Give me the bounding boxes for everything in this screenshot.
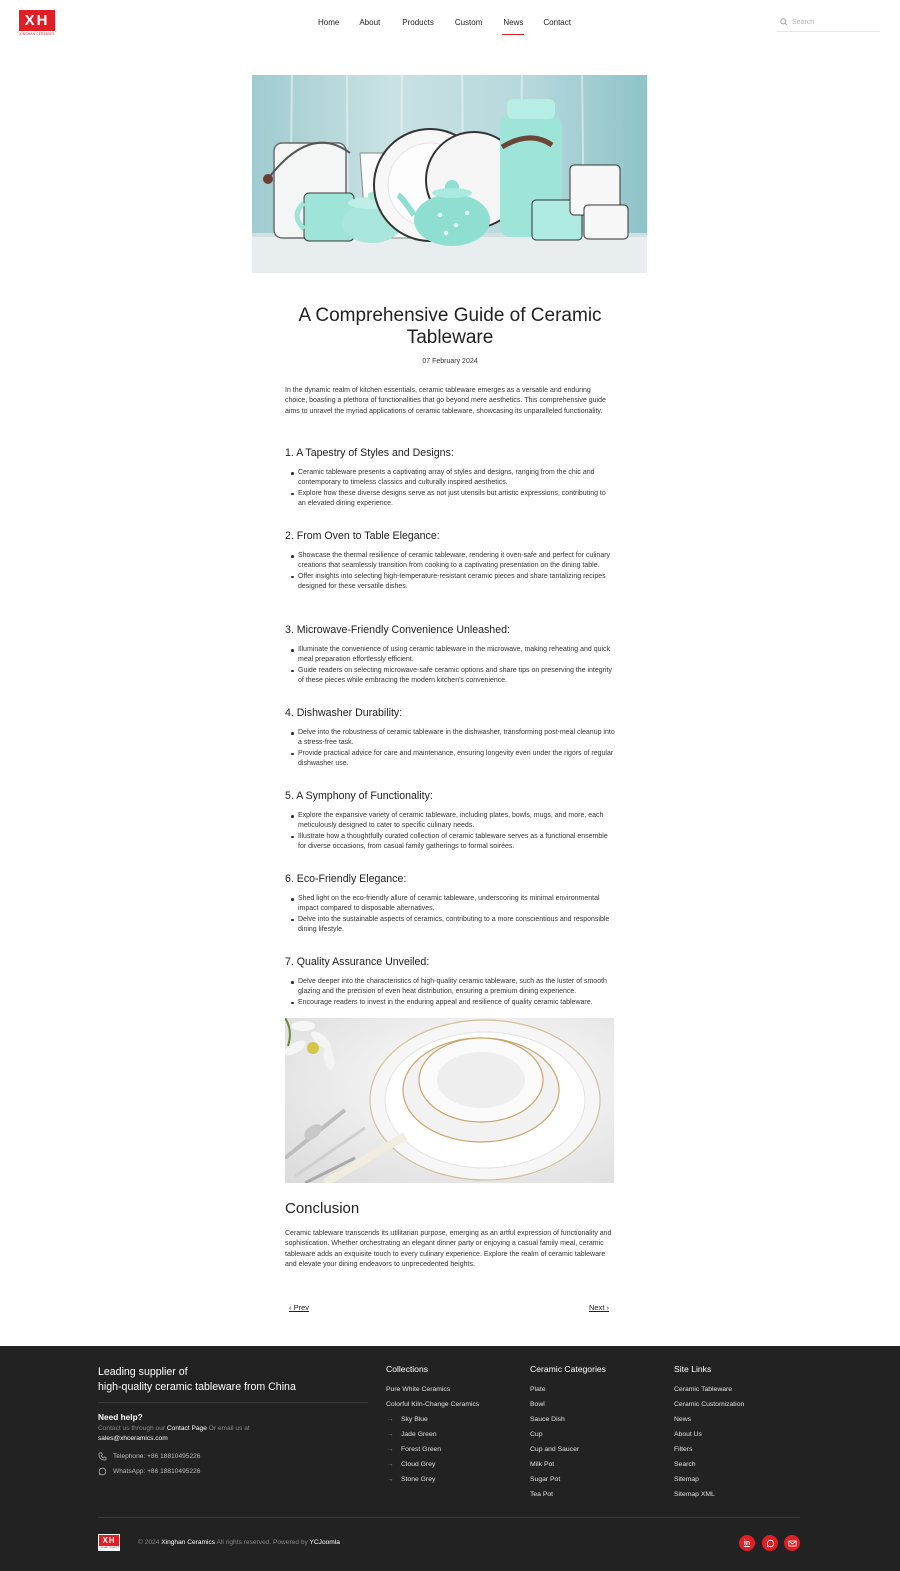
bullet-item: Explore how these diverse designs serve as not just utensils but artistic expressions, contributing to an elevated dining experience. xyxy=(285,489,615,510)
powered-by-link[interactable]: YCJoomla xyxy=(309,1539,340,1546)
footer-logo-subtext: XINGHAN CERAMICS xyxy=(99,1547,120,1549)
help-pre: Contact us through our xyxy=(98,1425,167,1432)
hero-image xyxy=(252,75,647,273)
collection-sublink[interactable] xyxy=(386,1442,479,1457)
footer-site-links xyxy=(674,1364,744,1502)
whatsapp-icon xyxy=(98,1467,107,1476)
next-label: Next xyxy=(589,1303,605,1312)
help-title: Need help? xyxy=(98,1412,143,1422)
site-link[interactable]: Sitemap XML xyxy=(674,1491,715,1498)
collection-link[interactable]: Colorful Kiln-Change Ceramics xyxy=(386,1401,480,1408)
bullet-item: Delve into the sustainable aspects of ceramics, contributing to a more conscientious and responsible dining lifestyle. xyxy=(285,915,615,936)
footer-lead-line1: Leading supplier of xyxy=(98,1366,188,1378)
phone-icon xyxy=(98,1452,107,1461)
site-link[interactable]: Ceramic Customization xyxy=(674,1401,745,1408)
search-box xyxy=(777,16,880,32)
section-bullets xyxy=(285,894,615,936)
conclusion-text: Ceramic tableware transcends its utilitarian purpose, emerging as an artful expression of functionality and sophistication. Whether orchestrating an elegant dinner party or enjoying a casual family meal, ceramic tableware adds an exquisite touch to every culinary experience. Explore the realm of ceramic tableware and elevate your dining endeavors to unprecedented heights. xyxy=(285,1230,612,1269)
enamelware-illustration xyxy=(252,75,647,273)
collections-title: Collections xyxy=(386,1364,429,1374)
collection-link[interactable]: Pure White Ceramics xyxy=(386,1386,451,1393)
bullet-item: Illustrate how a thoughtfully curated collection of ceramic tableware serves as a functional ensemble for diverse occasions, from casual family gatherings to formal soirées. xyxy=(285,832,615,853)
nav-about[interactable]: About xyxy=(359,18,381,27)
telephone-text: Telephone: +86 18810495226 xyxy=(113,1453,201,1460)
help-mid: Or email us at xyxy=(206,1425,250,1432)
section-bullets xyxy=(285,551,615,593)
sublink-label: Cloud Grey xyxy=(401,1461,436,1468)
bullet-item: Encourage readers to invest in the enduring appeal and resilience of quality ceramic tableware. xyxy=(285,998,615,1008)
section-bullets xyxy=(285,811,615,853)
site-link[interactable]: Search xyxy=(674,1461,696,1468)
nav-news[interactable]: News xyxy=(503,18,524,27)
category-link[interactable]: Plate xyxy=(530,1386,546,1393)
logo-mark: XH xyxy=(19,10,55,31)
category-link[interactable]: Sauce Dish xyxy=(530,1416,565,1423)
bullet-item: Shed light on the eco-friendly allure of ceramic tableware, underscoring its minimal environmental impact compared to disposable alternatives. xyxy=(285,894,615,915)
email-link[interactable]: sales@xhceramics.com xyxy=(98,1434,168,1442)
site-link[interactable]: News xyxy=(674,1416,691,1423)
bullet-item: Explore the expansive variety of ceramic tableware, including plates, bowls, mugs, and more, each meticulously designed to cater to specific culinary needs. xyxy=(285,811,615,832)
site-link[interactable]: Sitemap xyxy=(674,1476,699,1483)
site-header xyxy=(0,0,900,46)
section-heading: 1. A Tapestry of Styles and Designs: xyxy=(285,447,454,459)
collection-sublink[interactable] xyxy=(386,1427,479,1442)
search-input[interactable] xyxy=(792,16,878,28)
article-section xyxy=(285,955,615,1008)
section-bullets xyxy=(285,728,615,770)
category-link[interactable]: Bowl xyxy=(530,1401,545,1408)
whatsapp-icon xyxy=(766,1539,775,1548)
copy-mid: All rights reserved. Powered by xyxy=(215,1539,310,1546)
chevron-right-icon: › xyxy=(604,1303,610,1312)
copyright xyxy=(138,1539,340,1546)
footer-logo[interactable] xyxy=(98,1534,120,1551)
category-link[interactable]: Sugar Pot xyxy=(530,1476,561,1483)
bullet-item: Delve into the robustness of ceramic tableware in the dishwasher, transforming post-meal cleanup into a stress-free task. xyxy=(285,728,615,749)
nav-custom[interactable]: Custom xyxy=(454,18,483,27)
telephone[interactable] xyxy=(98,1452,200,1461)
site-links-title: Site Links xyxy=(674,1364,712,1374)
brand-link[interactable]: Xinghan Ceramics xyxy=(161,1539,216,1546)
sublink-label: Sky Blue xyxy=(401,1416,428,1423)
categories-title: Ceramic Categories xyxy=(530,1364,606,1374)
article-section xyxy=(285,529,615,593)
section-heading: 4. Dishwasher Durability: xyxy=(285,707,403,719)
bullet-item: Guide readers on selecting microwave-safe ceramic options and share tips on preserving the integrity of these pieces while embracing the modern kitchen's convenience. xyxy=(285,666,615,687)
footer-collections xyxy=(386,1364,479,1487)
whatsapp-text: WhatsApp: +86 18810495226 xyxy=(113,1468,201,1475)
section-heading: 3. Microwave-Friendly Convenience Unleashed: xyxy=(285,624,510,636)
category-link[interactable]: Milk Pot xyxy=(530,1461,555,1468)
footer-bottom-divider xyxy=(98,1517,800,1518)
section-heading: 2. From Oven to Table Elegance: xyxy=(285,530,440,542)
email-button[interactable] xyxy=(784,1535,800,1551)
sublink-label: Stone Grey xyxy=(401,1476,436,1483)
sublink-label: Forest Green xyxy=(401,1446,442,1453)
email-icon xyxy=(788,1539,797,1548)
contact-page-link[interactable]: Contact Page xyxy=(166,1425,207,1432)
nav-contact[interactable]: Contact xyxy=(543,18,571,27)
bullet-item: Ceramic tableware presents a captivating array of styles and designs, ranging from the chic and contemporary to timeless classics and culturally inspired aesthetics. xyxy=(285,468,615,489)
whatsapp[interactable] xyxy=(98,1467,200,1476)
collection-sublink[interactable] xyxy=(386,1472,479,1487)
section-heading: 6. Eco-Friendly Elegance: xyxy=(285,873,407,885)
bullet-item: Showcase the thermal resilience of ceramic tableware, rendering it oven-safe and perfect for culinary creations that seamlessly transition from cooking to a captivating presentation on the dining table. xyxy=(285,551,615,572)
arrow-right-icon: → xyxy=(387,1416,394,1423)
site-footer xyxy=(0,1346,900,1571)
footer-divider xyxy=(98,1402,368,1403)
copy-pre: © 2024 xyxy=(138,1539,162,1546)
arrow-right-icon: → xyxy=(387,1476,394,1483)
site-link[interactable]: Filters xyxy=(674,1446,693,1453)
nav-products[interactable]: Products xyxy=(402,18,434,27)
article-section xyxy=(285,446,615,510)
article-date: 07 February 2024 xyxy=(422,358,478,365)
category-link[interactable]: Cup and Saucer xyxy=(530,1446,580,1453)
search-icon[interactable] xyxy=(780,18,788,26)
bullet-item: Offer insights into selecting high-temperature-resistant ceramic pieces and share tantalizing recipes designed for these versatile dishes. xyxy=(285,572,615,593)
arrow-right-icon: → xyxy=(387,1431,394,1438)
nav-home[interactable]: Home xyxy=(318,18,340,27)
article-section xyxy=(285,872,615,936)
chevron-left-icon: ‹ xyxy=(289,1303,294,1312)
footer-categories xyxy=(530,1364,606,1502)
footer-lead xyxy=(98,1365,358,1395)
footer-logo-mark: XH xyxy=(99,1535,119,1546)
footer-lead-line2: high-quality ceramic tableware from China xyxy=(98,1381,296,1393)
linkedin-icon: in xyxy=(743,1539,751,1547)
main-nav xyxy=(318,16,571,29)
arrow-right-icon: → xyxy=(387,1461,394,1468)
whatsapp-button[interactable] xyxy=(762,1535,778,1551)
section-bullets xyxy=(285,468,615,510)
plates-cutlery-illustration xyxy=(285,1018,614,1183)
next-button[interactable] xyxy=(589,1303,609,1312)
site-link[interactable]: Ceramic Tableware xyxy=(674,1386,733,1393)
help-text xyxy=(98,1424,268,1443)
logo-subtext: XINGHAN CERAMICS xyxy=(19,32,55,36)
article-section xyxy=(285,789,615,853)
sublink-label: Jade Green xyxy=(401,1431,437,1438)
linkedin-button[interactable] xyxy=(739,1535,755,1551)
article-section xyxy=(285,706,615,770)
article-intro: In the dynamic realm of kitchen essentials, ceramic tableware emerges as a versatile and enduring choice, boasting a plethora of functionalities that go beyond mere aesthetics. This comprehensive guide aims to unravel the myriad applications of ceramic tableware, showcasing its unparalleled functionality. xyxy=(285,387,606,415)
bullet-item: Provide practical advice for care and maintenance, ensuring longevity even under the rigors of regular dishwasher use. xyxy=(285,749,615,770)
site-link[interactable]: About Us xyxy=(674,1431,702,1438)
site-logo[interactable] xyxy=(19,10,55,36)
prev-button[interactable] xyxy=(289,1303,309,1312)
bullet-item: Illuminate the convenience of using ceramic tableware in the microwave, making reheating and quick meal preparation effortlessly efficient. xyxy=(285,645,615,666)
category-link[interactable]: Cup xyxy=(530,1431,543,1438)
section-bullets xyxy=(285,977,615,1008)
section-heading: 5. A Symphony of Functionality: xyxy=(285,790,433,802)
collection-sublink[interactable] xyxy=(386,1412,479,1427)
prev-label: Prev xyxy=(293,1303,310,1312)
conclusion-title: Conclusion xyxy=(285,1200,360,1217)
category-link[interactable]: Tea Pot xyxy=(530,1491,554,1498)
section-heading: 7. Quality Assurance Unveiled: xyxy=(285,956,430,968)
bullet-item: Delve deeper into the characteristics of high-quality ceramic tableware, such as the luster of smooth glazing and the precision of even heat distribution, ensuring a premium dining experience. xyxy=(285,977,615,998)
plate-image xyxy=(285,1018,614,1183)
section-bullets xyxy=(285,645,615,687)
article-title: A Comprehensive Guide of Ceramic Tableware xyxy=(298,305,602,348)
collection-sublink[interactable] xyxy=(386,1457,479,1472)
article-section xyxy=(285,623,615,687)
arrow-right-icon: → xyxy=(387,1446,394,1453)
